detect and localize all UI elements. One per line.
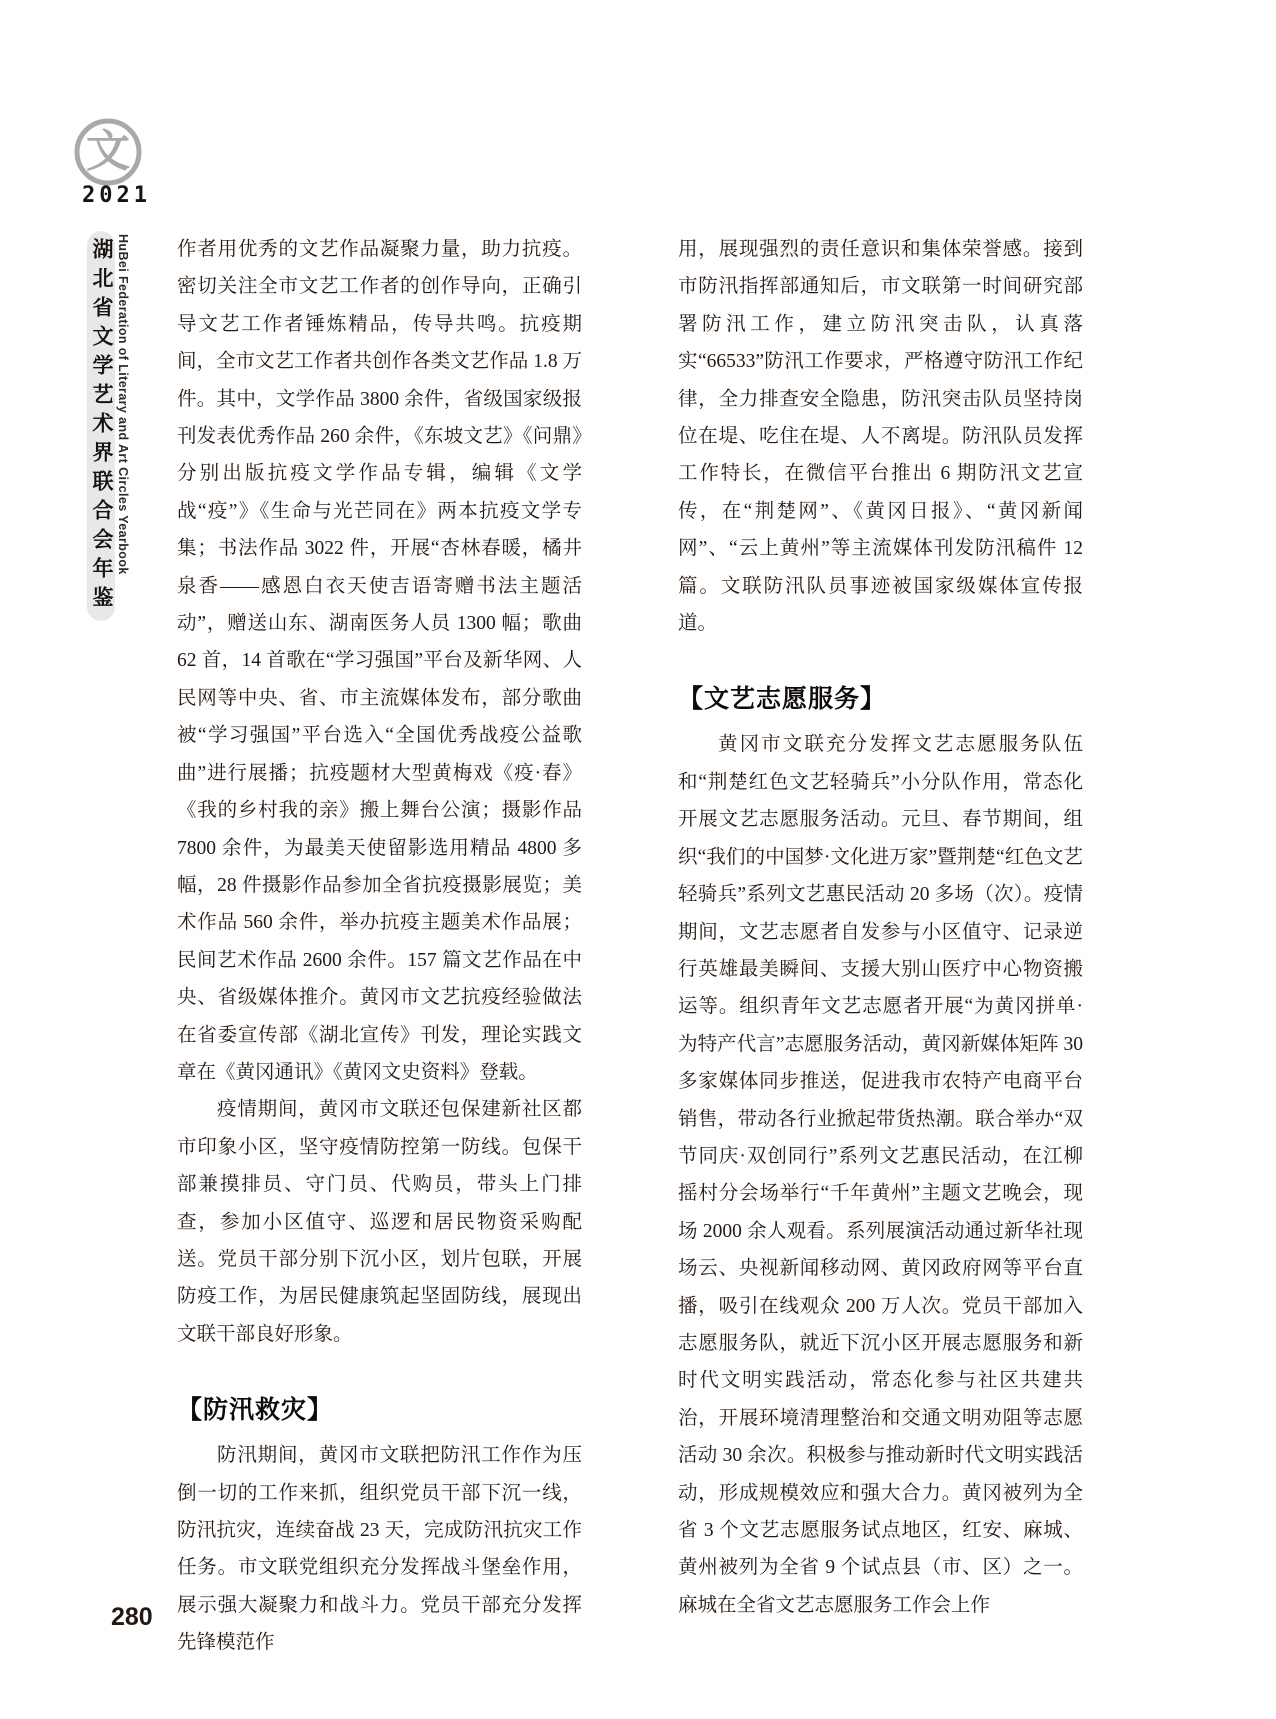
year-label: 2021 [82,183,151,208]
sidebar-title-en: HuBei Federation of Literary and Art Circles Yearbook [116,234,130,575]
paragraph: 用，展现强烈的责任意识和集体荣誉感。接到市防汛指挥部通知后，市文联第一时间研究部署防汛工作，建立防汛突击队，认真落实“66533”防汛工作要求，严格遵守防汛工作纪律，全力排查安全隐患，防汛突击队员坚持岗位在堤、吃住在堤、人不离堤。防汛队员发挥工作特长，在微信平台推出 6 期防汛文艺宣传，在“荆楚网”、《黄冈日报》、“黄冈新闻网”、“云上黄州”等主流媒体刊发防汛稿件 12 篇。文联防汛队员事迹被国家级媒体宣传报道。 [678,239,1083,635]
section-heading: 【防汛救灾】 [177,1396,334,1425]
paragraph: 作者用优秀的文艺作品凝聚力量，助力抗疫。密切关注全市文艺工作者的创作导向，正确引导文艺工作者锤炼精品，传导共鸣。抗疫期间，全市文艺工作者共创作各类文艺作品 1.8 万件。其中，文学作品 3800 余件，省级国家级报刊发表优秀作品 260 余件，《东坡文艺》《问鼎》分别出版抗疫文学作品专辑，编辑《文学战“疫”》《生命与光芒同在》两本抗疫文学专集；书法作品 3022 件，开展“杏林春暖，橘井泉香——感恩白衣天使吉语寄赠书法主题活动”，赠送山东、湖南医务人员 1300 幅；歌曲 62 首，14 首歌在“学习强国”平台及新华网、人民网等中央、省、市主流媒体发布，部分歌曲被“学习强国”平台选入“全国优秀战疫公益歌曲”进行展播；抗疫题材大型黄梅戏《疫·春》《我的乡村我的亲》搬上舞台公演；摄影作品 7800 余件，为最美天使留影选用精品 4800 多幅，28 件摄影作品参加全省抗疫摄影展览；美术作品 560 余件，举办抗疫主题美术作品展；民间艺术作品 2600 余件。157 篇文艺作品在中央、省级媒体推介。黄冈市文艺抗疫经验做法在省委宣传部《湖北宣传》刊发，理论实践文章在《黄冈通讯》《黄冈文史资料》登载。 [177,239,582,1083]
sidebar-title-strip [87,231,115,621]
paragraph: 黄冈市文联充分发挥文艺志愿服务队伍和“荆楚红色文艺轻骑兵”小分队作用，常态化开展文艺志愿服务活动。元旦、春节期间，组织“我们的中国梦·文化进万家”暨荆楚“红色文艺轻骑兵”系列文艺惠民活动 20 多场（次）。疫情期间，文艺志愿者自发参与小区值守、记录逆行英雄最美瞬间、支援大别山医疗中心物资搬运等。组织青年文艺志愿者开展“为黄冈拼单·为特产代言”志愿服务活动，黄冈新媒体矩阵 30 多家媒体同步推送，促进我市农特产电商平台销售，带动各行业掀起带货热潮。联合举办“双节同庆·双创同行”系列文艺惠民活动，在江柳摇村分会场举行“千年黄州”主题文艺晚会，现场 2000 余人观看。系列展演活动通过新华社现场云、央视新闻移动网、黄冈政府网等平台直播，吸引在线观众 200 万人次。党员干部加入志愿服务队，就近下沉小区开展志愿服务和新时代文明实践活动，常态化参与社区共建共治，开展环境清理整治和交通文明劝阻等志愿活动 30 余次。积极参与推动新时代文明实践活动，形成规模效应和强大合力。黄冈被列为全省 3 个文艺志愿服务试点地区，红安、麻城、黄州被列为全省 9 个试点县（市、区）之一。麻城在全省文艺志愿服务工作会上作 [678,734,1083,1616]
right-column [678,231,1083,1624]
svg-text:文: 文 [86,127,130,176]
paragraph: 疫情期间，黄冈市文联还包保建新社区都市印象小区，坚守疫情防控第一防线。包保干部兼摸排员、守门员、代购员，带头上门排查，参加小区值守、巡逻和居民物资采购配送。党员干部分别下沉小区，划片包联，开展防疫工作，为居民健康筑起坚固防线，展现出文联干部良好形象。 [177,1099,582,1345]
sidebar-title-cn: 湖北省文学艺术界联合会年鉴 [90,238,113,615]
page-number: 280 [111,1603,153,1631]
section-heading: 【文艺志愿服务】 [678,685,887,714]
left-column [177,231,582,1662]
federation-emblem-icon [72,114,144,188]
paragraph: 防汛期间，黄冈市文联把防汛工作作为压倒一切的工作来抓，组织党员干部下沉一线，防汛抗灾，连续奋战 23 天，完成防汛抗灾工作任务。市文联党组织充分发挥战斗堡垒作用，展示强大凝聚力和战斗力。党员干部充分发挥先锋模范作 [177,1445,582,1654]
